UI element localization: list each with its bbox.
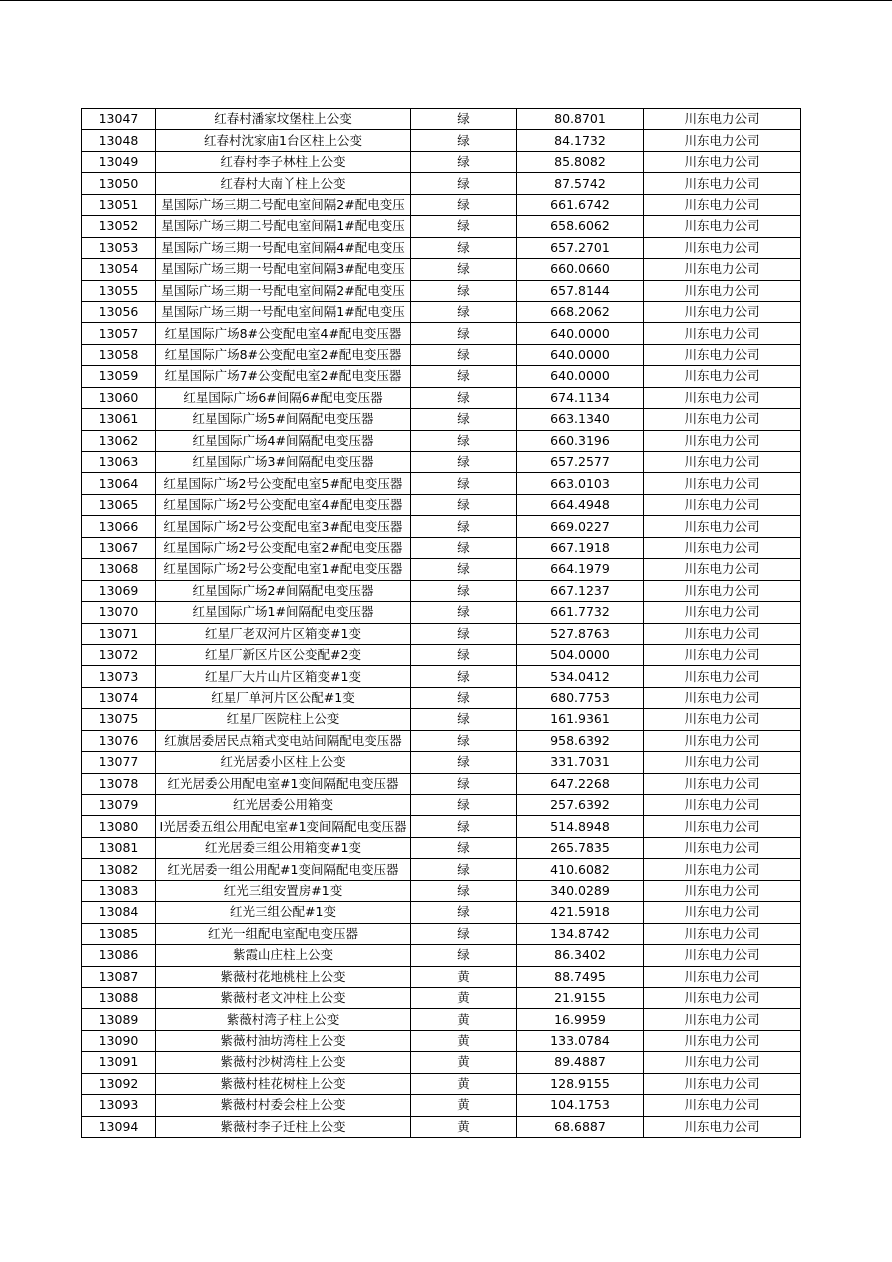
row-value-cell: 265.7835: [517, 837, 644, 858]
table-row: [82, 216, 801, 237]
table-row: [82, 430, 801, 451]
table-row: [82, 773, 801, 794]
row-level-cell: 黄: [411, 987, 517, 1008]
row-name-cell: 红春村潘家坟堡柱上公变: [156, 109, 411, 130]
row-id-cell: 13080: [82, 816, 156, 837]
row-id-cell: 13066: [82, 516, 156, 537]
table-row: [82, 752, 801, 773]
table-row: [82, 1030, 801, 1051]
row-name-cell: 红星厂老双河片区箱变#1变: [156, 623, 411, 644]
row-level-cell: 绿: [411, 151, 517, 172]
row-name-cell: 红星国际广场5#间隔配电变压器: [156, 409, 411, 430]
row-level-cell: 绿: [411, 130, 517, 151]
row-name-cell: 星国际广场三期一号配电室间隔3#配电变压: [156, 259, 411, 280]
row-value-cell: 660.3196: [517, 430, 644, 451]
row-id-cell: 13092: [82, 1073, 156, 1094]
row-level-cell: 绿: [411, 880, 517, 901]
row-value-cell: 87.5742: [517, 173, 644, 194]
table-row: [82, 1116, 801, 1137]
row-id-cell: 13068: [82, 559, 156, 580]
row-id-cell: 13081: [82, 837, 156, 858]
row-name-cell: 红星国际广场8#公变配电室4#配电变压器: [156, 323, 411, 344]
table-row: [82, 859, 801, 880]
row-level-cell: 绿: [411, 237, 517, 258]
row-name-cell: 紫薇村沙树湾柱上公变: [156, 1052, 411, 1073]
row-company-cell: 川东电力公司: [644, 987, 801, 1008]
row-level-cell: 绿: [411, 730, 517, 751]
row-level-cell: 绿: [411, 516, 517, 537]
row-company-cell: 川东电力公司: [644, 580, 801, 601]
row-level-cell: 绿: [411, 323, 517, 344]
row-level-cell: 绿: [411, 687, 517, 708]
row-id-cell: 13052: [82, 216, 156, 237]
row-id-cell: 13074: [82, 687, 156, 708]
row-id-cell: 13061: [82, 409, 156, 430]
row-name-cell: 红星国际广场2#间隔配电变压器: [156, 580, 411, 601]
row-value-cell: 104.1753: [517, 1095, 644, 1116]
row-value-cell: 16.9959: [517, 1009, 644, 1030]
row-level-cell: 绿: [411, 923, 517, 944]
row-name-cell: I光居委五组公用配电室#1变间隔配电变压器: [156, 816, 411, 837]
row-value-cell: 527.8763: [517, 623, 644, 644]
row-id-cell: 13059: [82, 366, 156, 387]
table-row: [82, 709, 801, 730]
row-company-cell: 川东电力公司: [644, 173, 801, 194]
table-row: [82, 130, 801, 151]
table-row: [82, 151, 801, 172]
row-level-cell: 绿: [411, 666, 517, 687]
row-value-cell: 680.7753: [517, 687, 644, 708]
row-level-cell: 绿: [411, 452, 517, 473]
table-row: [82, 795, 801, 816]
table-row: [82, 580, 801, 601]
row-company-cell: 川东电力公司: [644, 194, 801, 215]
row-name-cell: 红星国际广场1#间隔配电变压器: [156, 602, 411, 623]
row-name-cell: 星国际广场三期一号配电室间隔4#配电变压: [156, 237, 411, 258]
row-name-cell: 红星厂单河片区公配#1变: [156, 687, 411, 708]
row-id-cell: 13073: [82, 666, 156, 687]
table-row: [82, 644, 801, 665]
row-value-cell: 80.8701: [517, 109, 644, 130]
row-company-cell: 川东电力公司: [644, 430, 801, 451]
row-value-cell: 661.6742: [517, 194, 644, 215]
row-level-cell: 绿: [411, 109, 517, 130]
row-id-cell: 13047: [82, 109, 156, 130]
row-value-cell: 89.4887: [517, 1052, 644, 1073]
row-level-cell: 黄: [411, 1116, 517, 1137]
row-name-cell: 红光三组公配#1变: [156, 902, 411, 923]
row-level-cell: 绿: [411, 259, 517, 280]
row-company-cell: 川东电力公司: [644, 559, 801, 580]
table-row: [82, 301, 801, 322]
row-value-cell: 661.7732: [517, 602, 644, 623]
row-level-cell: 绿: [411, 301, 517, 322]
row-value-cell: 514.8948: [517, 816, 644, 837]
row-value-cell: 657.2701: [517, 237, 644, 258]
table-row: [82, 259, 801, 280]
table-row: [82, 923, 801, 944]
table-row: [82, 173, 801, 194]
row-value-cell: 663.0103: [517, 473, 644, 494]
table-row: [82, 816, 801, 837]
row-company-cell: 川东电力公司: [644, 923, 801, 944]
row-value-cell: 669.0227: [517, 516, 644, 537]
row-id-cell: 13084: [82, 902, 156, 923]
row-name-cell: 红星厂医院柱上公变: [156, 709, 411, 730]
row-name-cell: 红光居委小区柱上公变: [156, 752, 411, 773]
row-level-cell: 黄: [411, 1030, 517, 1051]
row-name-cell: 紫薇村村委会柱上公变: [156, 1095, 411, 1116]
row-company-cell: 川东电力公司: [644, 1073, 801, 1094]
table-row: [82, 1073, 801, 1094]
row-value-cell: 504.0000: [517, 644, 644, 665]
row-company-cell: 川东电力公司: [644, 902, 801, 923]
row-value-cell: 663.1340: [517, 409, 644, 430]
row-name-cell: 红星国际广场7#公变配电室2#配电变压器: [156, 366, 411, 387]
row-value-cell: 128.9155: [517, 1073, 644, 1094]
row-id-cell: 13056: [82, 301, 156, 322]
row-level-cell: 绿: [411, 216, 517, 237]
row-value-cell: 958.6392: [517, 730, 644, 751]
table-row: [82, 1052, 801, 1073]
row-level-cell: 绿: [411, 344, 517, 365]
row-value-cell: 640.0000: [517, 366, 644, 387]
row-level-cell: 绿: [411, 366, 517, 387]
row-company-cell: 川东电力公司: [644, 709, 801, 730]
row-level-cell: 黄: [411, 966, 517, 987]
row-company-cell: 川东电力公司: [644, 473, 801, 494]
row-id-cell: 13058: [82, 344, 156, 365]
row-id-cell: 13069: [82, 580, 156, 601]
row-value-cell: 340.0289: [517, 880, 644, 901]
row-value-cell: 161.9361: [517, 709, 644, 730]
row-value-cell: 664.1979: [517, 559, 644, 580]
table-row: [82, 987, 801, 1008]
row-company-cell: 川东电力公司: [644, 859, 801, 880]
table-row: [82, 837, 801, 858]
row-id-cell: 13057: [82, 323, 156, 344]
row-value-cell: 68.6887: [517, 1116, 644, 1137]
table-row: [82, 537, 801, 558]
row-level-cell: 黄: [411, 1052, 517, 1073]
row-company-cell: 川东电力公司: [644, 537, 801, 558]
row-name-cell: 红星国际广场8#公变配电室2#配电变压器: [156, 344, 411, 365]
row-level-cell: 绿: [411, 173, 517, 194]
row-company-cell: 川东电力公司: [644, 945, 801, 966]
table-row: [82, 409, 801, 430]
row-level-cell: 绿: [411, 902, 517, 923]
row-id-cell: 13088: [82, 987, 156, 1008]
row-company-cell: 川东电力公司: [644, 366, 801, 387]
row-value-cell: 86.3402: [517, 945, 644, 966]
row-value-cell: 410.6082: [517, 859, 644, 880]
row-id-cell: 13093: [82, 1095, 156, 1116]
row-name-cell: 红星厂新区片区公变配#2变: [156, 644, 411, 665]
row-level-cell: 绿: [411, 602, 517, 623]
row-name-cell: 红光居委公用箱变: [156, 795, 411, 816]
row-id-cell: 13065: [82, 494, 156, 515]
row-id-cell: 13060: [82, 387, 156, 408]
row-level-cell: 绿: [411, 816, 517, 837]
row-company-cell: 川东电力公司: [644, 837, 801, 858]
row-company-cell: 川东电力公司: [644, 816, 801, 837]
row-id-cell: 13067: [82, 537, 156, 558]
row-id-cell: 13049: [82, 151, 156, 172]
row-value-cell: 667.1918: [517, 537, 644, 558]
row-id-cell: 13050: [82, 173, 156, 194]
row-value-cell: 660.0660: [517, 259, 644, 280]
row-name-cell: 星国际广场三期一号配电室间隔2#配电变压: [156, 280, 411, 301]
row-id-cell: 13079: [82, 795, 156, 816]
row-level-cell: 绿: [411, 494, 517, 515]
row-id-cell: 13086: [82, 945, 156, 966]
row-company-cell: 川东电力公司: [644, 1052, 801, 1073]
table-row: [82, 516, 801, 537]
table-row: [82, 494, 801, 515]
row-value-cell: 257.6392: [517, 795, 644, 816]
table-row: [82, 966, 801, 987]
row-company-cell: 川东电力公司: [644, 387, 801, 408]
row-name-cell: 红春村李子林柱上公变: [156, 151, 411, 172]
page-top-border: [0, 0, 892, 1]
row-level-cell: 绿: [411, 773, 517, 794]
row-name-cell: 红春村大南丫柱上公变: [156, 173, 411, 194]
row-name-cell: 红星国际广场2号公变配电室5#配电变压器: [156, 473, 411, 494]
row-id-cell: 13070: [82, 602, 156, 623]
row-name-cell: 星国际广场三期二号配电室间隔1#配电变压: [156, 216, 411, 237]
table-row: [82, 323, 801, 344]
row-value-cell: 668.2062: [517, 301, 644, 322]
row-company-cell: 川东电力公司: [644, 1030, 801, 1051]
row-value-cell: 88.7495: [517, 966, 644, 987]
row-company-cell: 川东电力公司: [644, 666, 801, 687]
row-level-cell: 绿: [411, 430, 517, 451]
row-company-cell: 川东电力公司: [644, 773, 801, 794]
row-level-cell: 绿: [411, 387, 517, 408]
row-id-cell: 13090: [82, 1030, 156, 1051]
row-level-cell: 绿: [411, 752, 517, 773]
row-name-cell: 红旗居委居民点箱式变电站间隔配电变压器: [156, 730, 411, 751]
row-level-cell: 绿: [411, 473, 517, 494]
row-level-cell: 黄: [411, 1095, 517, 1116]
row-level-cell: 绿: [411, 409, 517, 430]
row-name-cell: 紫薇村李子迁柱上公变: [156, 1116, 411, 1137]
row-value-cell: 85.8082: [517, 151, 644, 172]
table-row: [82, 880, 801, 901]
row-company-cell: 川东电力公司: [644, 644, 801, 665]
row-id-cell: 13091: [82, 1052, 156, 1073]
row-value-cell: 667.1237: [517, 580, 644, 601]
row-id-cell: 13076: [82, 730, 156, 751]
row-id-cell: 13078: [82, 773, 156, 794]
row-company-cell: 川东电力公司: [644, 301, 801, 322]
row-id-cell: 13072: [82, 644, 156, 665]
row-id-cell: 13054: [82, 259, 156, 280]
row-company-cell: 川东电力公司: [644, 259, 801, 280]
row-name-cell: 星国际广场三期二号配电室间隔2#配电变压: [156, 194, 411, 215]
table-row: [82, 945, 801, 966]
row-level-cell: 绿: [411, 644, 517, 665]
row-level-cell: 黄: [411, 1073, 517, 1094]
row-id-cell: 13082: [82, 859, 156, 880]
table-row: [82, 344, 801, 365]
table-row: [82, 623, 801, 644]
row-name-cell: 紫薇村桂花树柱上公变: [156, 1073, 411, 1094]
table-row: [82, 237, 801, 258]
row-company-cell: 川东电力公司: [644, 237, 801, 258]
row-company-cell: 川东电力公司: [644, 1095, 801, 1116]
row-level-cell: 绿: [411, 280, 517, 301]
table-row: [82, 473, 801, 494]
row-value-cell: 658.6062: [517, 216, 644, 237]
row-value-cell: 331.7031: [517, 752, 644, 773]
table-row: [82, 559, 801, 580]
row-value-cell: 133.0784: [517, 1030, 644, 1051]
table-row: [82, 366, 801, 387]
row-level-cell: 绿: [411, 709, 517, 730]
row-company-cell: 川东电力公司: [644, 516, 801, 537]
table-row: [82, 452, 801, 473]
row-company-cell: 川东电力公司: [644, 130, 801, 151]
row-id-cell: 13094: [82, 1116, 156, 1137]
row-value-cell: 640.0000: [517, 344, 644, 365]
row-company-cell: 川东电力公司: [644, 623, 801, 644]
row-value-cell: 647.2268: [517, 773, 644, 794]
row-id-cell: 13083: [82, 880, 156, 901]
row-id-cell: 13055: [82, 280, 156, 301]
row-level-cell: 绿: [411, 859, 517, 880]
row-id-cell: 13063: [82, 452, 156, 473]
row-name-cell: 星国际广场三期一号配电室间隔1#配电变压: [156, 301, 411, 322]
row-name-cell: 紫薇村花地桃柱上公变: [156, 966, 411, 987]
table-row: [82, 1095, 801, 1116]
row-name-cell: 红春村沈家庙1台区柱上公变: [156, 130, 411, 151]
row-value-cell: 21.9155: [517, 987, 644, 1008]
row-value-cell: 534.0412: [517, 666, 644, 687]
row-name-cell: 紫薇村湾子柱上公变: [156, 1009, 411, 1030]
row-name-cell: 红星国际广场4#间隔配电变压器: [156, 430, 411, 451]
row-name-cell: 红星厂大片山片区箱变#1变: [156, 666, 411, 687]
row-name-cell: 红星国际广场2号公变配电室2#配电变压器: [156, 537, 411, 558]
table-body: [82, 109, 801, 1138]
row-level-cell: 绿: [411, 194, 517, 215]
row-company-cell: 川东电力公司: [644, 730, 801, 751]
row-company-cell: 川东电力公司: [644, 966, 801, 987]
row-id-cell: 13071: [82, 623, 156, 644]
row-value-cell: 84.1732: [517, 130, 644, 151]
row-name-cell: 红星国际广场2号公变配电室1#配电变压器: [156, 559, 411, 580]
table-row: [82, 666, 801, 687]
row-value-cell: 664.4948: [517, 494, 644, 515]
row-id-cell: 13077: [82, 752, 156, 773]
row-company-cell: 川东电力公司: [644, 216, 801, 237]
table-row: [82, 194, 801, 215]
row-id-cell: 13087: [82, 966, 156, 987]
row-value-cell: 657.8144: [517, 280, 644, 301]
row-company-cell: 川东电力公司: [644, 752, 801, 773]
row-level-cell: 黄: [411, 1009, 517, 1030]
row-name-cell: 红星国际广场3#间隔配电变压器: [156, 452, 411, 473]
table-row: [82, 730, 801, 751]
table-row: [82, 387, 801, 408]
row-company-cell: 川东电力公司: [644, 344, 801, 365]
row-company-cell: 川东电力公司: [644, 323, 801, 344]
row-id-cell: 13048: [82, 130, 156, 151]
row-id-cell: 13051: [82, 194, 156, 215]
row-name-cell: 红光三组安置房#1变: [156, 880, 411, 901]
row-company-cell: 川东电力公司: [644, 1009, 801, 1030]
table-row: [82, 687, 801, 708]
table-row: [82, 1009, 801, 1030]
row-value-cell: 421.5918: [517, 902, 644, 923]
row-company-cell: 川东电力公司: [644, 602, 801, 623]
row-company-cell: 川东电力公司: [644, 880, 801, 901]
row-value-cell: 674.1134: [517, 387, 644, 408]
table-row: [82, 280, 801, 301]
row-value-cell: 657.2577: [517, 452, 644, 473]
row-id-cell: 13064: [82, 473, 156, 494]
table-row: [82, 109, 801, 130]
row-name-cell: 红光居委公用配电室#1变间隔配电变压器: [156, 773, 411, 794]
row-level-cell: 绿: [411, 559, 517, 580]
row-name-cell: 红星国际广场6#间隔6#配电变压器: [156, 387, 411, 408]
row-level-cell: 绿: [411, 537, 517, 558]
row-company-cell: 川东电力公司: [644, 151, 801, 172]
row-company-cell: 川东电力公司: [644, 687, 801, 708]
row-company-cell: 川东电力公司: [644, 795, 801, 816]
row-company-cell: 川东电力公司: [644, 452, 801, 473]
table-row: [82, 902, 801, 923]
row-company-cell: 川东电力公司: [644, 1116, 801, 1137]
transformer-data-table: [81, 108, 801, 1138]
row-name-cell: 红星国际广场2号公变配电室4#配电变压器: [156, 494, 411, 515]
row-value-cell: 134.8742: [517, 923, 644, 944]
row-value-cell: 640.0000: [517, 323, 644, 344]
row-name-cell: 紫霞山庄柱上公变: [156, 945, 411, 966]
row-name-cell: 红光居委一组公用配#1变间隔配电变压器: [156, 859, 411, 880]
row-name-cell: 紫薇村油坊湾柱上公变: [156, 1030, 411, 1051]
row-level-cell: 绿: [411, 623, 517, 644]
row-name-cell: 红光一组配电室配电变压器: [156, 923, 411, 944]
row-id-cell: 13075: [82, 709, 156, 730]
row-level-cell: 绿: [411, 795, 517, 816]
table-row: [82, 602, 801, 623]
row-id-cell: 13089: [82, 1009, 156, 1030]
row-name-cell: 紫薇村老文冲柱上公变: [156, 987, 411, 1008]
row-company-cell: 川东电力公司: [644, 109, 801, 130]
row-company-cell: 川东电力公司: [644, 494, 801, 515]
row-level-cell: 绿: [411, 945, 517, 966]
row-level-cell: 绿: [411, 580, 517, 601]
row-id-cell: 13053: [82, 237, 156, 258]
row-company-cell: 川东电力公司: [644, 409, 801, 430]
row-level-cell: 绿: [411, 837, 517, 858]
row-id-cell: 13085: [82, 923, 156, 944]
row-id-cell: 13062: [82, 430, 156, 451]
row-name-cell: 红星国际广场2号公变配电室3#配电变压器: [156, 516, 411, 537]
row-company-cell: 川东电力公司: [644, 280, 801, 301]
row-name-cell: 红光居委三组公用箱变#1变: [156, 837, 411, 858]
